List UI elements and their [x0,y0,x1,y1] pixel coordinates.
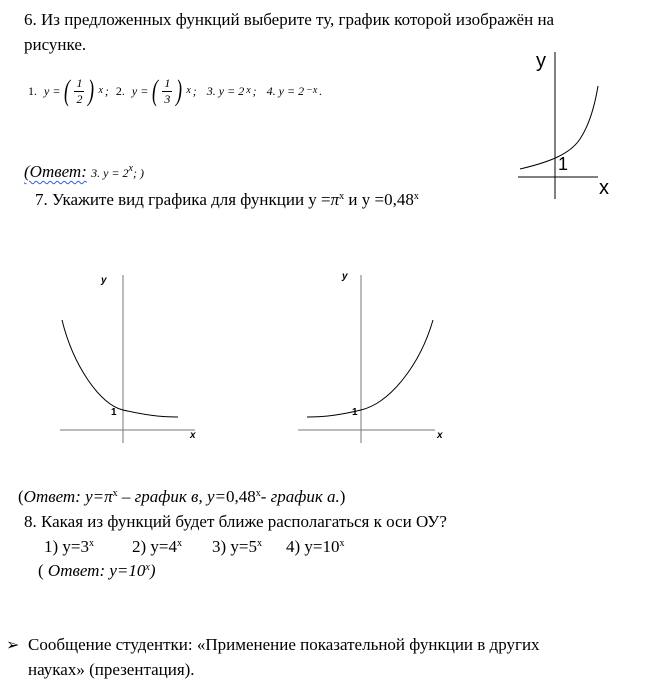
q8-options [44,537,345,557]
opt2-sep: ; [192,83,197,98]
q6-answer-suffix: ; ) [133,166,144,180]
graph-a-curve [62,320,178,417]
q7-answer-text2: – график в, y= [117,487,226,506]
q8-option-1 [44,537,94,556]
q7-answer-text3: 0,48 [225,487,256,506]
graph-a-x-label: x [190,430,196,441]
q7-answer-label: Ответ [23,487,76,506]
graph-b-one-label: 1 [352,407,358,418]
opt2-fraction [162,77,172,106]
opt1-num: 1. [28,83,37,98]
q7-exp2: x [413,191,419,202]
q7-graph-b [295,265,455,445]
q8-answer-close: ) [149,561,156,580]
q8-answer [38,561,156,581]
q7-answer-close: ) [339,487,346,506]
opt2-y: y = [131,83,149,98]
q7-answer [18,487,345,507]
q6-y-label: y [536,50,546,72]
opt2-denominator: 3 [164,91,171,106]
opt1-sep: ; [104,83,109,98]
q8-option-3-text: 3) y=5 [212,537,257,556]
q8-option-4-exp: x [339,538,345,549]
q8-option-4-text: 4) y=10 [286,537,340,556]
opt2-num: 2. [115,83,125,98]
graph-b-y-label: y [342,271,348,282]
opt1-denominator: 2 [76,91,83,106]
q8-option-2-text: 2) y=4 [132,537,177,556]
q8-option-4 [286,537,345,556]
opt4-sep: . [319,83,323,98]
q8-title: 8. Какая из функций будет ближе располагаться к оси ОУ? [24,512,447,531]
bullet-icon: ➢ [6,637,20,654]
q8-answer-exp: x [145,562,150,573]
q6-answer-prefix: (Ответ: [24,162,87,181]
q8-option-3 [212,537,262,556]
graph-b-x-label: x [437,430,443,441]
note-line2: науках» (презентация). [28,660,195,679]
q8-option-2-exp: x [177,538,182,549]
opt3-sep: ; [252,83,257,98]
graph-a-y-label: y [101,275,107,286]
q6-line2: рисунке. [24,35,87,54]
paren-close: ) [176,74,183,107]
q8-option-3-exp: x [257,538,262,549]
q7-mid: и y =0,48 [344,190,414,209]
opt1-fraction [74,77,84,106]
opt1-numerator: 1 [76,75,83,90]
q6-answer-exp: x [128,163,133,174]
q6-options: 1. y = ( $\frac{1}{2}$ ) x ; 2. y = ( $\frac{1}{3}$ ) x ; 3. y = 2 x ; 4. y = 2 −x . [28,74,323,107]
q7-title [35,190,419,210]
q7-answer-exp2: x [255,488,261,499]
paren-open: ( [152,74,159,107]
opt1-y: y = [44,83,61,98]
q7-answer-open: ( [18,487,24,506]
note-line1: Сообщение студентки: «Применение показательной функции в других [28,635,540,654]
q6-one-label: 1 [558,154,569,174]
q7-answer-text4: - график а. [260,487,340,506]
q7-title-prefix: 7. Укажите вид графика для функции y = [35,190,331,209]
q8-option-1-exp: x [89,538,94,549]
q8-answer-open: ( [38,561,48,580]
opt3: 3. y = 2 [206,83,245,98]
q7-answer-exp1: x [112,488,118,499]
q7-answer-text1: : y=π [75,487,113,506]
paren-open: ( [64,74,71,107]
q8-answer-text: Ответ: y=10 [47,561,146,580]
opt2-numerator: 1 [164,75,171,90]
q7-graph-a [55,265,205,445]
graph-b-curve [307,320,433,417]
q6-graph [510,44,620,204]
q6-answer-body: 3. y = 2 [91,166,129,180]
q8-option-2 [132,537,182,556]
q6-line1: 6. Из предложенных функций выберите ту, график которой изображён на [24,10,555,29]
q7-pi: π [330,190,340,209]
opt4: 4. y = 2 [266,83,305,98]
q6-answer [24,162,144,183]
q7-exp1: x [339,191,345,202]
q8-option-1-text: 1) y=3 [44,537,89,556]
graph-a-one-label: 1 [111,407,117,418]
paren-close: ) [88,74,95,107]
q6-x-label: x [599,177,609,199]
